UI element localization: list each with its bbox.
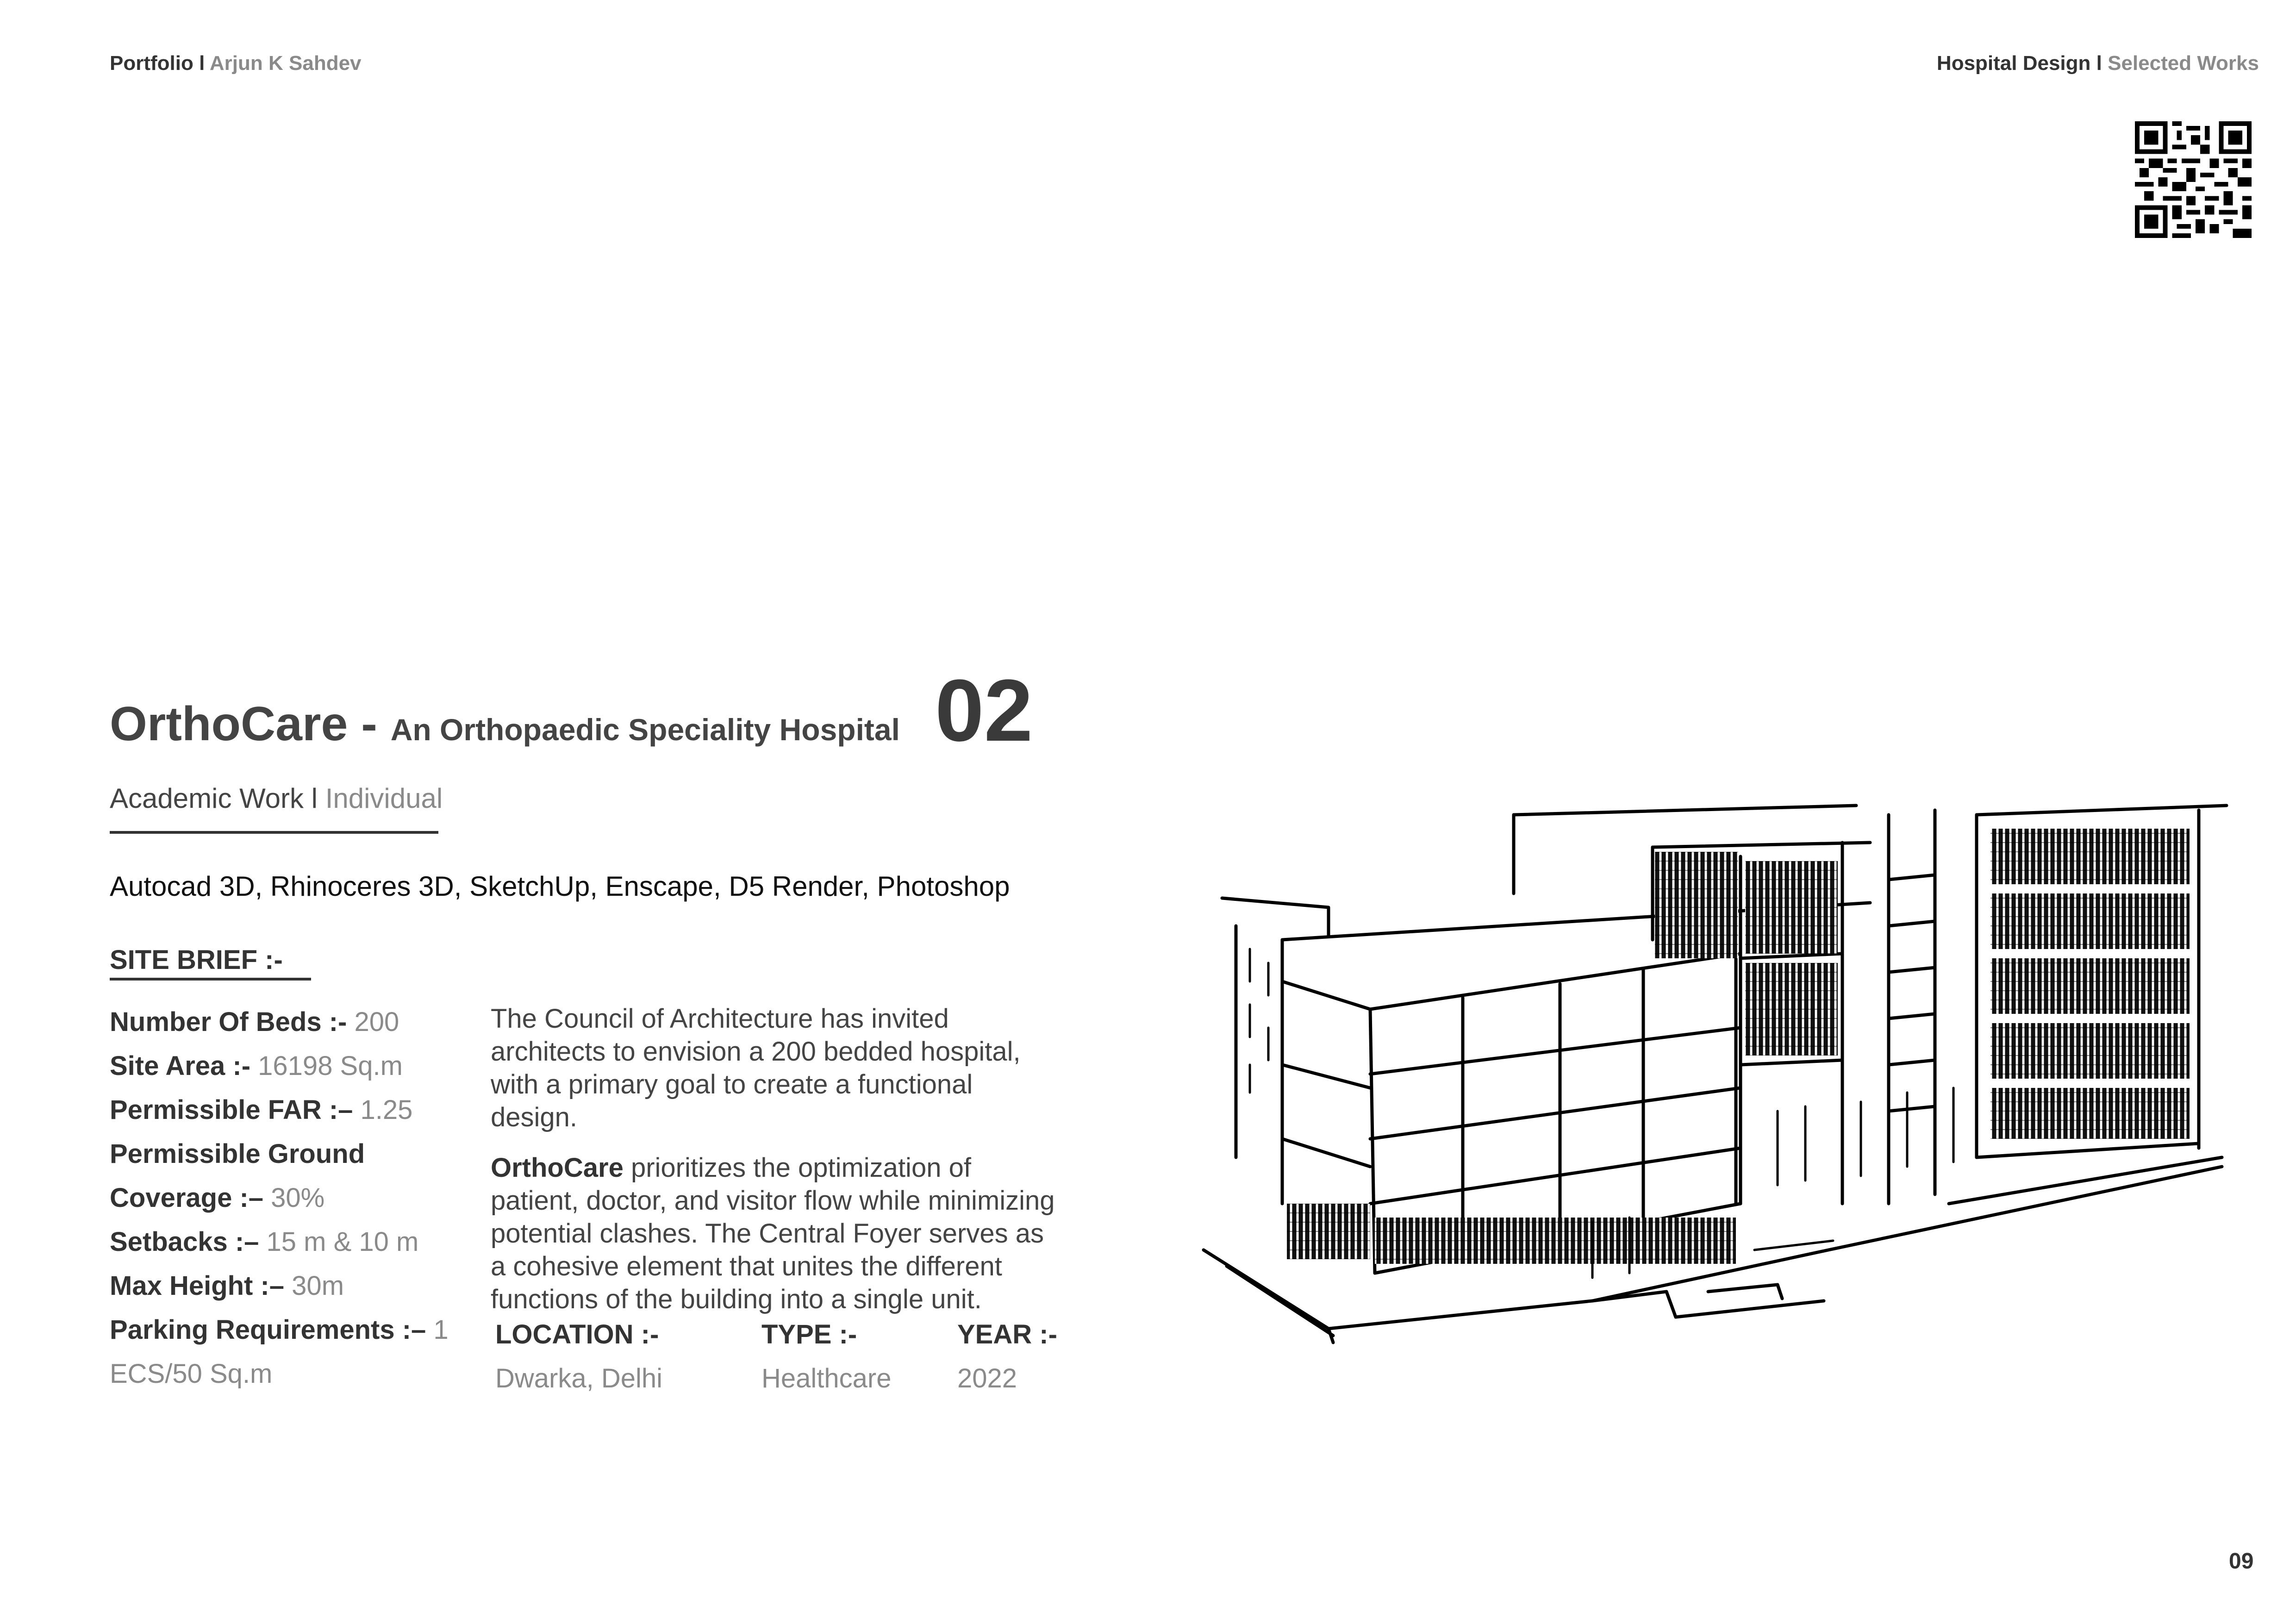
spec-value: 15 m & 10 m: [259, 1227, 419, 1257]
section-subtitle: Selected Works: [2108, 52, 2259, 75]
spec-label: Parking Requirements :–: [110, 1315, 426, 1345]
spec-value: 1 ECS/50 Sq.m: [110, 1315, 449, 1389]
project-name: OrthoCare: [110, 697, 348, 751]
header-right-separator: l: [2090, 52, 2108, 75]
project-description: [491, 1002, 1065, 1333]
description-text: prioritizes the optimization of patient, doctor, and visitor flow while minimizing potential clashes. The Central Foyer serves as a cohesive element that unites the different functions of the building into a single unit.: [491, 1153, 1055, 1314]
type-value: Healthcare: [761, 1363, 892, 1393]
title-dash: -: [348, 697, 391, 751]
spec-ground-coverage: [110, 1132, 462, 1220]
header-left: [110, 52, 362, 75]
info-location: [495, 1312, 662, 1400]
author-name: Arjun K Sahdev: [209, 52, 362, 75]
site-brief-heading: SITE BRIEF :-: [110, 945, 283, 975]
building-sketch: [1176, 787, 2240, 1356]
spec-setbacks: [110, 1220, 462, 1264]
qr-code-icon: [2135, 121, 2252, 238]
location-value: Dwarka, Delhi: [495, 1363, 662, 1393]
spec-value: 30%: [263, 1183, 325, 1213]
section-title: Hospital Design: [1936, 52, 2091, 75]
spec-value: 16198 Sq.m: [250, 1051, 403, 1081]
location-label: LOCATION :-: [495, 1319, 659, 1349]
spec-label: Permissible FAR :–: [110, 1095, 353, 1125]
project-title: [110, 697, 900, 752]
site-brief-list: [110, 1000, 462, 1396]
description-highlight: OrthoCare: [491, 1153, 624, 1183]
type-label: TYPE :-: [761, 1319, 857, 1349]
info-year: [957, 1312, 1057, 1400]
info-type: [761, 1312, 891, 1400]
spec-value: 30m: [284, 1271, 344, 1301]
description-paragraph-1: The Council of Architecture has invited architects to envision a 200 bedded hospital, with a primary goal to create a functional design.: [491, 1004, 1021, 1132]
spec-label: Site Area :-: [110, 1051, 251, 1081]
site-brief-underline: [110, 978, 311, 981]
spec-parking: [110, 1308, 462, 1396]
spec-label: Setbacks :–: [110, 1227, 259, 1257]
description-paragraph-2: [491, 1151, 1065, 1316]
header-right: [1937, 52, 2259, 75]
spec-label: Max Height :–: [110, 1271, 285, 1301]
header-left-separator: l: [193, 52, 210, 75]
page-number: 09: [2229, 1549, 2254, 1574]
spec-value: 200: [347, 1007, 399, 1037]
spec-label: Permissible Ground Coverage :–: [110, 1139, 365, 1213]
project-number: 02: [935, 662, 1033, 760]
spec-far: [110, 1088, 462, 1132]
meta-underline: [110, 831, 438, 834]
year-value: 2022: [957, 1363, 1017, 1393]
spec-site-area: [110, 1044, 462, 1088]
spec-beds: [110, 1000, 462, 1044]
software-tools: Autocad 3D, Rhinoceres 3D, SketchUp, Enscape, D5 Render, Photoshop: [110, 871, 1010, 902]
spec-value: 1.25: [353, 1095, 413, 1125]
meta-separator: l: [304, 783, 325, 814]
project-meta: [110, 782, 443, 814]
spec-max-height: [110, 1264, 462, 1308]
project-subtitle: An Orthopaedic Speciality Hospital: [390, 712, 900, 747]
spec-label: Number Of Beds :-: [110, 1007, 347, 1037]
year-label: YEAR :-: [957, 1319, 1057, 1349]
project-mode: Individual: [325, 783, 443, 814]
project-type: Academic Work: [110, 783, 304, 814]
portfolio-label: Portfolio: [110, 52, 193, 75]
